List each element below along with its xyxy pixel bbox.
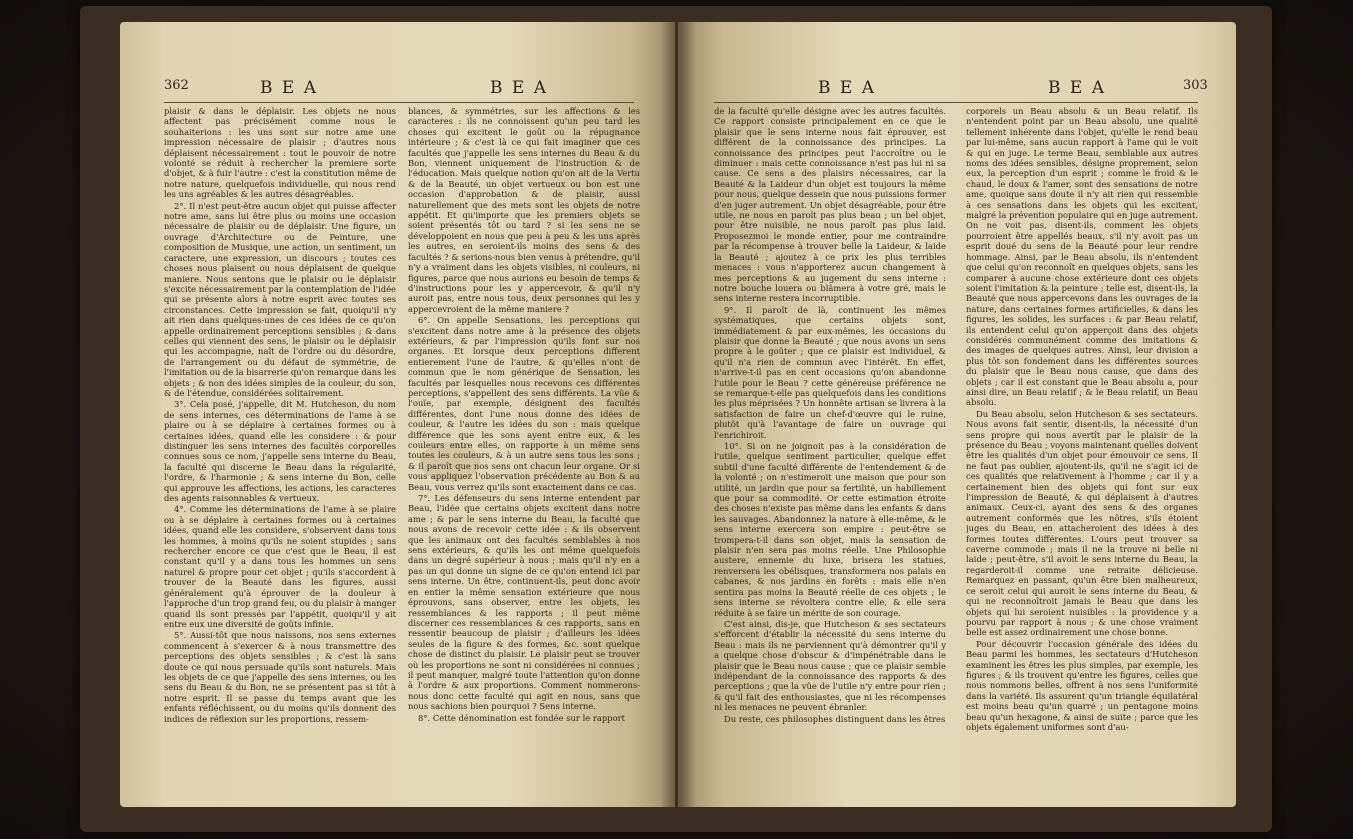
text-column-2 [408,106,640,786]
left-page [120,22,675,807]
text-column-1 [714,106,946,786]
running-head-left: B E A [818,78,876,98]
running-head-left: B E A [260,78,318,98]
header-rule [714,102,1198,103]
paragraph: C'est ainsi, dis-je, que Hutcheson & ses sectateurs s'efforcent d'établir la nécessité du sens interne du Beau : mais ils ne parviennent qu'à démontrer qu'il y a quelque chose d'obscur & d'impénétrable dans le plaisir que le Beau nous cause ; que ce plaisir semble indépendant de la connoissance des rapports & des perceptions ; que la vûe de l'utile n'y entre pour rien ; & qu'il fait des enthousiastes, que ni les récompenses ni les menaces ne peuvent ébranler. [714,618,946,713]
paragraph: Du Beau absolu, selon Hutcheson & ses sectateurs. Nous avons fait sentir, disent-ils, la nécessité d'un sens propre qui nous avertît par le plaisir de la présence du Beau ; voyons maintenant quelles doivent être les qualités d'un objet pour émouvoir ce sens. Il ne faut pas oublier, ajoutent-ils, qu'il ne s'agit ici de ces qualités que relativement à l'homme ; car il y a certainement bien des objets qui font sur eux l'impression de Beauté, & qui déplaisent à d'autres animaux. Ceux-ci, ayant des sens & des organes autrement conformés que les nôtres, s'ils étoient juges du Beau, en attacheroient des idées à des formes toutes différentes. L'ours peut trouver sa caverne commode ; mais il ne la trouve ni belle ni laide ; peut-être, s'il avoit le sens interne du Beau, la regarderoit-il comme une retraite délicieuse. Remarquez en passant, qu'un être bien malheureux, ce seroit celui qui auroit le sens interne du Beau, & qui ne reconnoîtroit jamais le Beau que dans les objets qui lui seroient nuisibles : la providence y a pourvu par rapport à nous ; & une chose vraiment belle est assez ordinairement une chose bonne. [966,408,1198,638]
paragraph: de la faculté qu'elle désigne avec les autres facultés. Ce rapport consiste principalement en ce que le plaisir que le sens interne nous fait éprouver, est différent de la connoissance des principes. La connoissance des principes peut l'accroître ou le diminuer : mais cette connoissance n'est pas lui ni sa cause. Ce sens a des plaisirs nécessaires, car la Beauté & la Laideur d'un objet est toujours la même pour nous, quelque dessein que nous puissions former d'en juger autrement. Un objet désagréable, pour être utile, ne nous en paroît pas plus beau ; un bel objet, pour être nuisible, ne nous paroît pas plus laid. Proposezmoi le monde entier, pour me contraindre par la récompense à trouver belle la Laideur, & laide la Beauté ; ajoutez à ce prix les plus terribles menaces : vous n'apporterez aucun changement à mes perceptions & au jugement du sens interne : notre bouche louera ou blâmera à votre gré, mais le sens interne restera incorruptible. [714,106,946,304]
paragraph: Pour découvrir l'occasion générale des idées du Beau parmi les hommes, les sectateurs d'Hutcheson examinent les êtres les plus simples, par exemple, les figures ; & ils trouvent qu'entre les figures, celles que nous nommons belles, offrent à nos sens l'uniformité dans la variété. Ils assurent qu'un triangle équilatéral est moins beau qu'un quarré ; un pentagone moins beau qu'un hexagone, & ainsi de suite ; parce que les objets également uniformes sont d'au- [966,638,1198,732]
paragraph: 5°. Aussi-tôt que nous naissons, nos sens externes commencent à s'exercer & à nous transmettre des perceptions des objets sensibles ; & c'est là sans doute ce qui nous persuade qu'ils sont naturels. Mais les objets de ce que j'appelle des sens internes, ou les sens du Beau & du Bon, ne se présentent pas si tôt à notre esprit. Il se passe du temps avant que les enfants réfléchissent, ou du moins qu'ils donnent des indices de réflexion sur les proportions, ressem- [164,630,396,724]
paragraph: 6°. On appelle Sensations, les perceptions qui s'excitent dans notre ame à la présence des objets extérieurs, & par l'impression qu'ils font sur nos organes. Et lorsque deux perceptions different entierement l'une de l'autre, & qu'elles n'ont de commun que le nom générique de Sensation, les facultés par lesquelles nous recevons ces différentes perceptions, s'appellent des sens différents. La vûe & l'ouïe, par exemple, désignent des facultés différentes, dont l'une nous donne des idées de couleur, & l'autre les idées du son : mais quelque différence que les sons ayent entre eux, & les couleurs entre elles, on rapporte à un même sens toutes les couleurs, & à un autre sens tous les sons ; & il paroît que nos sens ont chacun leur organe. Or si vous appliquez l'observation précédente au Bon & au Beau, vous verrez qu'ils sont exactement dans ce cas. [408,315,640,492]
paragraph: 4°. Comme les déterminations de l'ame à se plaire ou à se déplaire à certaines formes ou à certaines idées, quand elle les considere, s'observent dans tous les hommes, à moins qu'ils ne soient stupides ; sans rechercher encore ce que c'est que le Beau, il est constant qu'il y a dans tous les hommes un sens naturel & propre pour cet objet ; qu'ils s'accordent à trouver de la Beauté dans les figures, aussi généralement qu'à éprouver de la douleur à l'approche d'un trop grand feu, ou du plaisir à manger quand ils sont pressés par l'appétit, quoiqu'il y ait entre eux une diversité de goûts infinie. [164,504,396,629]
running-head-right: B E A [1048,78,1106,98]
paragraph: 7°. Les défenseurs du sens interne entendent par Beau, l'idée que certains objets excitent dans notre ame ; & par le sens interne du Beau, la faculté que nous avons de recevoir cette idée : & ils observent que les animaux ont des facultés semblables à nos sens extérieurs, & qu'ils les ont même quelquefois dans un degré supérieur à nous ; mais qu'il n'y en a pas un qui donne un signe de ce qu'on entend ici par sens interne. Un être, continuent-ils, peut donc avoir en entier la même sensation extérieure que nous éprouvons, sans observer, entre les objets, les ressemblances & les rapports ; il peut même discerner ces ressemblances & ces rapports, sans en ressentir beaucoup de plaisir ; d'ailleurs les idées seules de la figure & des formes, &c. sont quelque chose de distinct du plaisir. Le plaisir peut se trouver où les proportions ne sont ni considérées ni connues ; il peut manquer, malgré toute l'attention qu'on donne à l'ordre & aux proportions. Comment nommerons-nous donc cette faculté qui agit en nous, sans que nous sachions bien pourquoi ? Sens interne. [408,493,640,712]
page-number: 303 [1183,78,1208,93]
header-rule [164,102,634,103]
right-page [678,22,1236,807]
paragraph: 10°. Si on ne joignoit pas à la considération de l'utile, quelque sentiment particulier, quelque effet subtil d'une faculté différente de l'entendement & de la volonté ; on n'estimeroit une maison que pour son utilité, un jardin que pour sa fertilité, un habillement que pour sa commodité. Or cette estimation étroite des choses n'existe pas même dans les enfants & dans les sauvages. Abandonnez la nature à elle-même, & le sens interne exercera son empire : peut-être se trompera-t-il dans son objet, mais la sensation de plaisir n'en sera pas moins réelle. Une Philosophie austere, ennemie du luxe, brisera les statues, renversera les obélisques, transformera nos palais en cabanes, & nos jardins en forêts : mais elle n'en sentira pas moins la Beauté réelle de ces objets ; le sens interne se révoltera contre elle, & elle sera réduite à se faire un mérite de son courage. [714,441,946,618]
text-column-1 [164,106,396,786]
text-column-2 [966,106,1198,786]
page-number: 362 [164,78,189,93]
paragraph: blances, & symmétries, sur les affections & les caracteres : ils ne connoissent qu'un peu tard les choses qui excitent le goût ou la répugnance intérieure ; & c'est là ce qui fait imaginer que ces facultés que j'appelle les sens internes du Beau & du Bon, viennent uniquement de l'instruction & de l'éducation. Mais quelque notion qu'on ait de la Vertu & de la Beauté, un objet vertueux ou bon est une occasion d'approbation & de plaisir, aussi naturellement que des mets sont les objets de notre appétit. Et qu'importe que les premiers objets se soient présentés tôt ou tard ? si les sens ne se développoient en nous que peu à peu & les uns après les autres, en seroient-ils moins des sens & des facultés ? & serions-nous bien venus à prétendre, qu'il n'y a vraiment dans les objets visibles, ni couleurs, ni figures, parce que nous aurions eu besoin de temps & d'instructions pour les y appercevoir, & qu'il n'y auroit pas, entre nous tous, deux personnes qui les y appercevroient de la même maniere ? [408,106,640,314]
paragraph: corporels un Beau absolu & un Beau relatif. Ils n'entendent point par un Beau absolu, une qualité tellement inhérente dans l'objet, qu'elle le rend beau par lui-même, sans aucun rapport à l'ame qui le voit & qui en juge. Le terme Beau, semblable aux autres noms des idées sensibles, désigne proprement, selon eux, la perception d'un esprit ; comme le froid & le chaud, le doux & l'amer, sont des sensations de notre ame, quoique sans doute il n'y ait rien qui ressemble à ces sensations dans les objets qui les excitent, malgré la prévention populaire qui en juge autrement. On ne voit pas, disent-ils, comment les objets pourroient être appellés beaux, s'il n'y avoit pas un esprit doué du sens de la Beauté pour leur rendre hommage. Ainsi, par le Beau absolu, ils n'entendent que celui qu'on reconnoît en quelques objets, sans les comparer à aucune chose extérieure dont ces objets soient l'imitation & la peinture ; telle est, disent-ils, la Beauté que nous appercevons dans les ouvrages de la nature, dans certaines formes artificielles, & dans les figures, les solides, les surfaces : & par Beau relatif, ils entendent celui qu'on apperçoit dans des objets considérés communément comme des imitations & des images de quelques autres. Ainsi, leur division a plus tôt son fondement dans les différentes sources du plaisir que le Beau nous cause, que dans des objets ; car il est constant que le Beau absolu a, pour ainsi dire, un Beau relatif ; & le Beau relatif, un Beau absolu. [966,106,1198,408]
paragraph: 3°. Cela posé, j'appelle, dit M. Hutcheson, du nom de sens internes, ces déterminations de l'ame à se plaire ou à se déplaire à certaines formes ou à certaines idées, quand elle les considere : & pour distinguer les sens internes des facultés corporelles connues sous ce nom, j'appelle sens interne du Beau, la faculté qui discerne le Beau dans la régularité, l'ordre, & l'harmonie ; & sens interne du Bon, celle qui approuve les affections, les actions, les caracteres des agents raisonnables & vertueux. [164,399,396,504]
paragraph: 2°. Il n'est peut-être aucun objet qui puisse affecter notre ame, sans lui être plus ou moins une occasion nécessaire de plaisir ou de déplaisir. Une figure, un ouvrage d'Architecture ou de Peinture, une composition de Musique, une action, un sentiment, un caractere, une expression, un discours ; toutes ces choses nous plaisent ou nous déplaisent de quelque maniere. Nous sentons que le plaisir ou le déplaisir s'excite nécessairement par la contemplation de l'idée qui se présente alors à notre esprit avec toutes ses circonstances. Cette impression se fait, quoiqu'il n'y ait rien dans quelques-unes de ces idées de ce qu'on appelle ordinairement perceptions sensibles ; & dans celles qui viennent des sens, le plaisir ou le déplaisir qui les accompagne, naît de l'ordre ou du désordre, de l'arrangement ou du défaut de symmétrie, de l'imitation ou de la bisarrerie qu'on remarque dans les objets ; & non des idées simples de la couleur, du son, & de l'étendue, considérées solitairement. [164,200,396,398]
paragraph: 8°. Cette dénomination est fondée sur le rapport [418,712,625,723]
paragraph: plaisir & dans le déplaisir. Les objets ne nous affectent pas précisément comme nous le souhaiterions : les uns sont sur notre ame une impression nécessaire de plaisir ; d'autres nous déplaisent nécessairement : tout le pouvoir de notre volonté se réduit à rechercher la premiere sorte d'objet, & à fuir l'autre : c'est la constitution même de notre nature, quelquefois individuelle, qui nous rend les uns agréables & les autres désagréables. [164,106,396,200]
running-head-right: B E A [490,78,548,98]
paragraph: Du reste, ces philosophes distinguent dans les êtres [724,713,946,724]
paragraph: 9°. Il paroît de là, continuent les mêmes systématiques, que certains objets sont, immédiatement & par eux-mêmes, les occasions du plaisir que donne la Beauté ; que nous avons un sens propre à le goûter ; que ce plaisir est individuel, & qu'il n'a rien de commun avec l'intérêt. En effet, n'arrive-t-il pas en cent occasions qu'on abandonne l'utile pour le Beau ? cette généreuse préférence ne se remarque-t-elle pas quelquefois dans les conditions les plus méprisées ? Un honnête artisan se livrera à la satisfaction de faire un chef-d'œuvre qui le ruine, plutôt qu'à l'avantage de faire un ouvrage qui l'enrichiroit. [714,304,946,440]
